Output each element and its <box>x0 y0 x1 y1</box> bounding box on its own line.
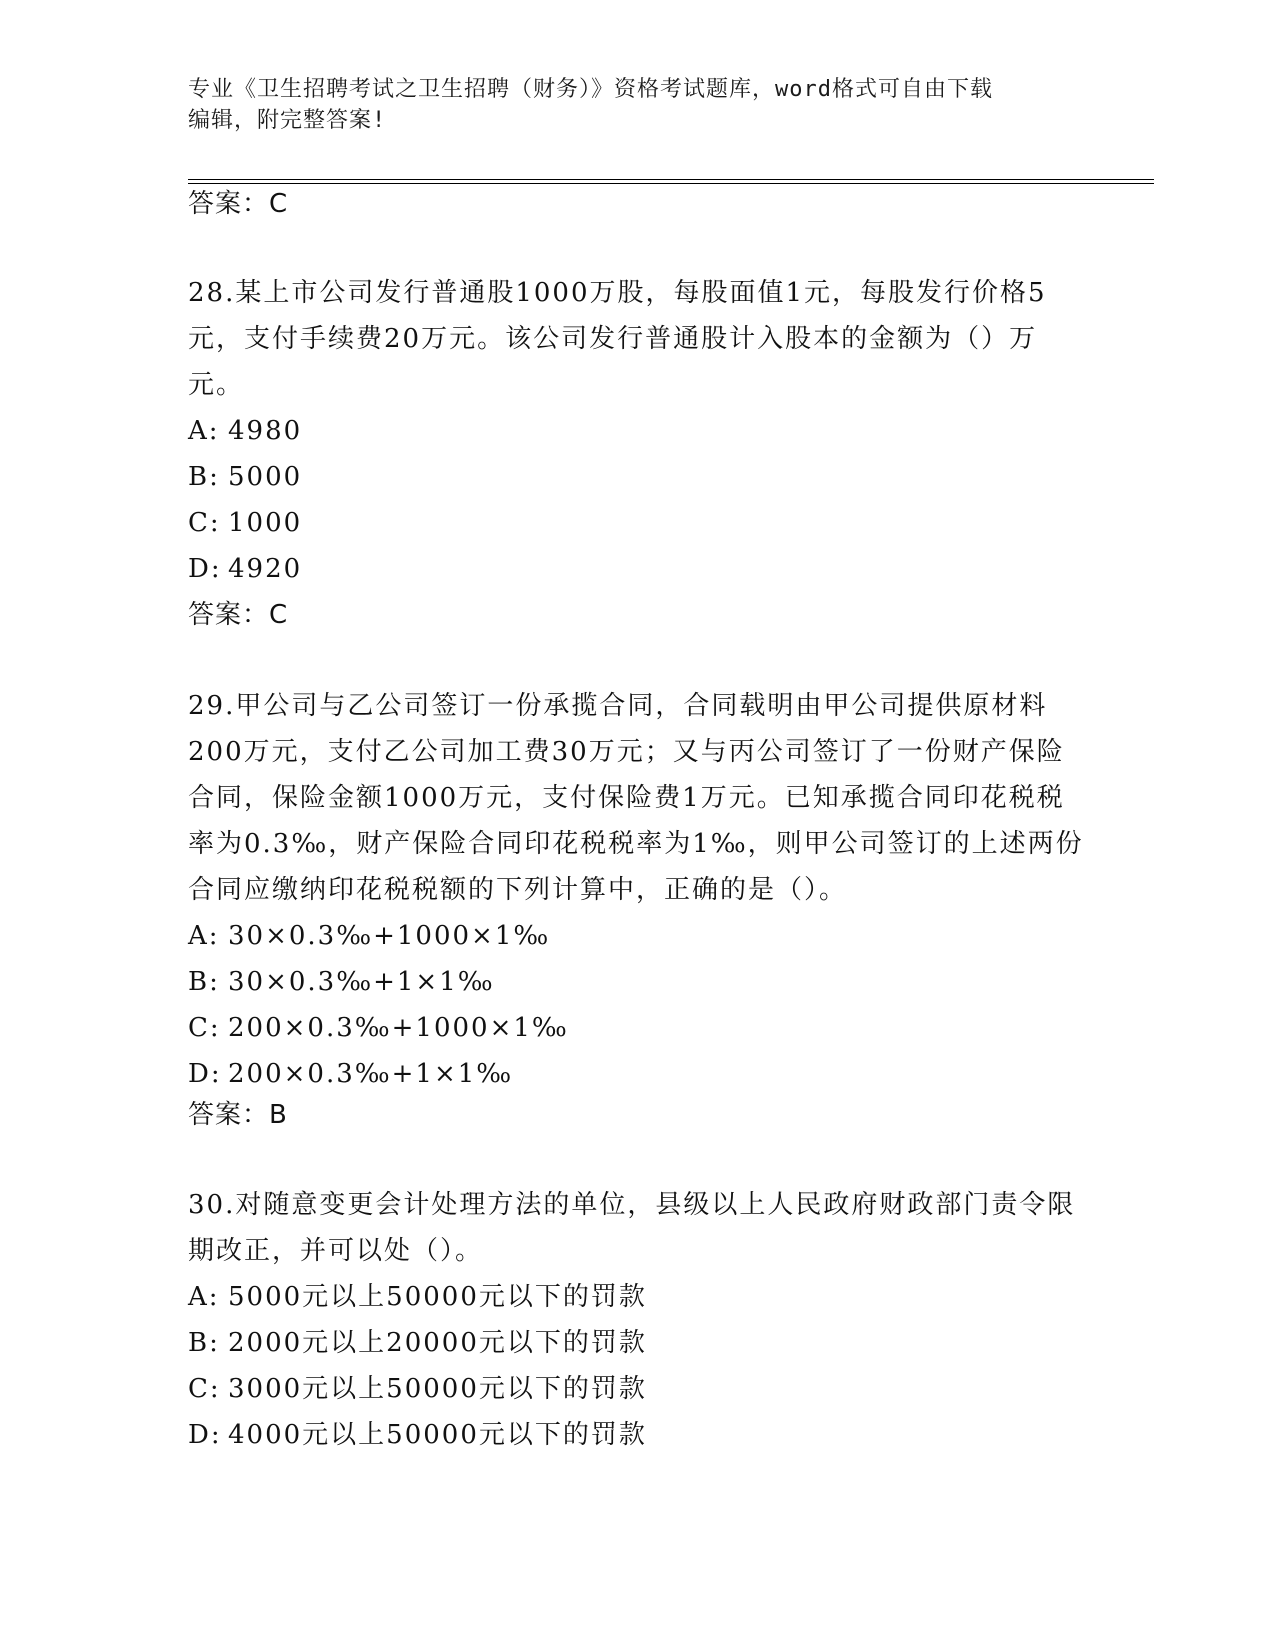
option-letter: D: <box>188 1420 222 1450</box>
header-line-1: 专业《卫生招聘考试之卫生招聘（财务）》资格考试题库，word格式可自由下载 <box>188 77 993 102</box>
option-c <box>188 500 1088 546</box>
option-c <box>188 1005 1088 1051</box>
option-text: 3000元以上50000元以下的罚款 <box>228 1374 647 1404</box>
option-text: 30×0.3‰+1000×1‰ <box>228 921 551 951</box>
option-b <box>188 454 1088 500</box>
option-d <box>188 1412 1088 1458</box>
option-letter: B: <box>188 967 220 997</box>
option-d <box>188 1051 1088 1097</box>
header-rule-top <box>188 179 1154 180</box>
option-text: 30×0.3‰+1×1‰ <box>228 967 495 997</box>
option-letter: C: <box>188 1013 221 1043</box>
option-a <box>188 1274 1088 1320</box>
question-28 <box>188 270 1088 592</box>
document-header <box>188 74 1088 136</box>
header-line-2: 编辑，附完整答案! <box>188 108 387 133</box>
option-letter: B: <box>188 1328 220 1358</box>
option-text: 200×0.3‰+1000×1‰ <box>228 1013 569 1043</box>
options-list <box>188 408 1088 592</box>
options-list <box>188 913 1088 1097</box>
option-letter: A: <box>188 1282 220 1312</box>
option-letter: D: <box>188 1059 222 1089</box>
option-letter: A: <box>188 921 220 951</box>
option-letter: B: <box>188 462 220 492</box>
option-text: 5000元以上50000元以下的罚款 <box>228 1282 647 1312</box>
option-text: 4920 <box>228 554 303 584</box>
option-b <box>188 959 1088 1005</box>
option-text: 4980 <box>228 416 303 446</box>
option-a <box>188 408 1088 454</box>
option-text: 5000 <box>228 462 303 492</box>
question-text: 28.某上市公司发行普通股1000万股，每股面值1元，每股发行价格5元，支付手续费20万元。该公司发行普通股计入股本的金额为（）万元。 <box>188 278 1047 400</box>
option-b <box>188 1320 1088 1366</box>
option-c <box>188 1366 1088 1412</box>
question-30 <box>188 1182 1088 1458</box>
options-list <box>188 1274 1088 1458</box>
answer-29: 答案：B <box>188 1100 288 1130</box>
answer-28: 答案：C <box>188 600 289 630</box>
option-letter: C: <box>188 1374 221 1404</box>
option-text: 2000元以上20000元以下的罚款 <box>228 1328 647 1358</box>
question-29 <box>188 683 1088 1097</box>
previous-answer: 答案：C <box>188 189 289 219</box>
option-letter: D: <box>188 554 222 584</box>
question-text: 29.甲公司与乙公司签订一份承揽合同，合同载明由甲公司提供原材料200万元，支付乙公司加工费30万元；又与丙公司签订了一份财产保险合同，保险金额1000万元，支付保险费1万元。已知承揽合同印花税税率为0.3‰，财产保险合同印花税税率为1‰，则甲公司签订的上述两份合同应缴纳印花税税额的下列计算中，正确的是（）。 <box>188 691 1084 905</box>
question-text: 30.对随意变更会计处理方法的单位，县级以上人民政府财政部门责令限期改正，并可以处（）。 <box>188 1190 1076 1266</box>
header-rule-bottom <box>188 183 1154 184</box>
option-text: 1000 <box>228 508 303 538</box>
option-d <box>188 546 1088 592</box>
option-letter: A: <box>188 416 220 446</box>
option-letter: C: <box>188 508 221 538</box>
option-text: 4000元以上50000元以下的罚款 <box>228 1420 647 1450</box>
option-a <box>188 913 1088 959</box>
option-text: 200×0.3‰+1×1‰ <box>228 1059 514 1089</box>
